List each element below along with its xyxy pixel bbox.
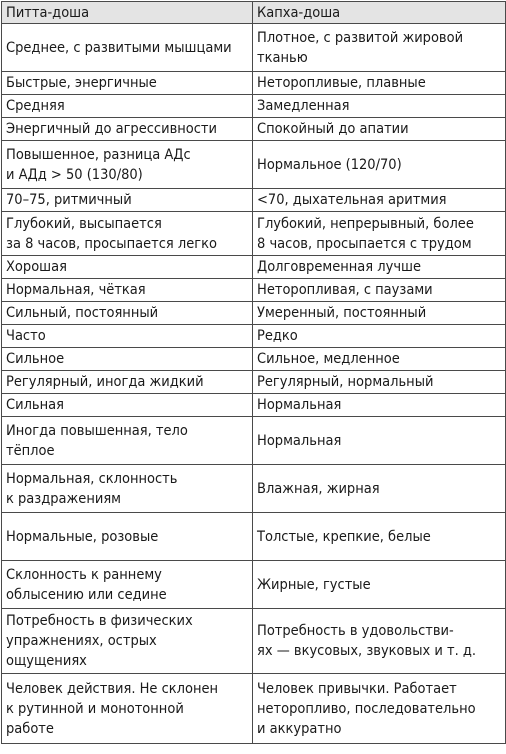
cell-pitta: Человек действия. Не склонен к рутинной и монотонной работе — [2, 674, 253, 744]
cell-kapha: Редко — [253, 325, 506, 348]
cell-kapha: Человек привычки. Работает неторопливо, последовательно и аккуратно — [253, 674, 506, 744]
cell-kapha: Нормальное (120/70) — [253, 141, 506, 189]
table-row — [2, 256, 506, 279]
cell-pitta: Нормальная, чёткая — [2, 279, 253, 302]
cell-kapha: Умеренный, постоянный — [253, 302, 506, 325]
table-row — [2, 302, 506, 325]
table-row — [2, 609, 506, 674]
cell-kapha: Толстые, крепкие, белые — [253, 513, 506, 561]
table-row — [2, 212, 506, 256]
cell-kapha: Нормальная — [253, 417, 506, 465]
table-row — [2, 513, 506, 561]
cell-pitta: Сильный, постоянный — [2, 302, 253, 325]
cell-pitta: Хорошая — [2, 256, 253, 279]
cell-pitta: Глубокий, высыпается за 8 часов, просыпается легко — [2, 212, 253, 256]
comparison-table — [1, 1, 506, 744]
cell-kapha: Регулярный, нормальный — [253, 371, 506, 394]
table-header — [2, 2, 506, 24]
cell-pitta: Среднее, с развитыми мышцами — [2, 24, 253, 72]
table-row — [2, 118, 506, 141]
cell-kapha: Спокойный до апатии — [253, 118, 506, 141]
cell-kapha: <70, дыхательная аритмия — [253, 189, 506, 212]
table-row — [2, 561, 506, 609]
table-row — [2, 95, 506, 118]
cell-kapha: Жирные, густые — [253, 561, 506, 609]
table-row — [2, 141, 506, 189]
header-row — [2, 2, 506, 24]
cell-pitta: Быстрые, энергичные — [2, 72, 253, 95]
cell-kapha: Долговременная лучше — [253, 256, 506, 279]
cell-pitta: 70–75, ритмичный — [2, 189, 253, 212]
table-row — [2, 417, 506, 465]
table-body — [2, 24, 506, 744]
header-pitta: Питта-доша — [2, 2, 253, 24]
cell-pitta: Сильная — [2, 394, 253, 417]
cell-pitta: Иногда повышенная, тело тёплое — [2, 417, 253, 465]
table-row — [2, 72, 506, 95]
document-page — [1, 1, 505, 744]
cell-pitta: Склонность к раннему облысению или седине — [2, 561, 253, 609]
cell-kapha: Влажная, жирная — [253, 465, 506, 513]
cell-kapha: Нормальная — [253, 394, 506, 417]
table-row — [2, 394, 506, 417]
cell-kapha: Сильное, медленное — [253, 348, 506, 371]
table-row — [2, 371, 506, 394]
cell-pitta: Средняя — [2, 95, 253, 118]
cell-kapha: Неторопливая, с паузами — [253, 279, 506, 302]
cell-kapha: Неторопливые, плавные — [253, 72, 506, 95]
cell-pitta: Нормальная, склонность к раздражениям — [2, 465, 253, 513]
cell-kapha: Плотное, с развитой жировой тканью — [253, 24, 506, 72]
table-row — [2, 674, 506, 744]
cell-pitta: Сильное — [2, 348, 253, 371]
cell-pitta: Повышенное, разница АДс и АДд > 50 (130/80) — [2, 141, 253, 189]
table-row — [2, 189, 506, 212]
cell-pitta: Энергичный до агрессивности — [2, 118, 253, 141]
table-row — [2, 348, 506, 371]
table-row — [2, 24, 506, 72]
cell-kapha: Замедленная — [253, 95, 506, 118]
cell-pitta: Нормальные, розовые — [2, 513, 253, 561]
cell-pitta: Часто — [2, 325, 253, 348]
cell-pitta: Регулярный, иногда жидкий — [2, 371, 253, 394]
cell-pitta: Потребность в физических упражнениях, острых ощущениях — [2, 609, 253, 674]
header-kapha: Капха-доша — [253, 2, 506, 24]
cell-kapha: Потребность в удовольстви- ях — вкусовых, звуковых и т. д. — [253, 609, 506, 674]
table-row — [2, 279, 506, 302]
table-row — [2, 325, 506, 348]
cell-kapha: Глубокий, непрерывный, более 8 часов, просыпается с трудом — [253, 212, 506, 256]
table-row — [2, 465, 506, 513]
